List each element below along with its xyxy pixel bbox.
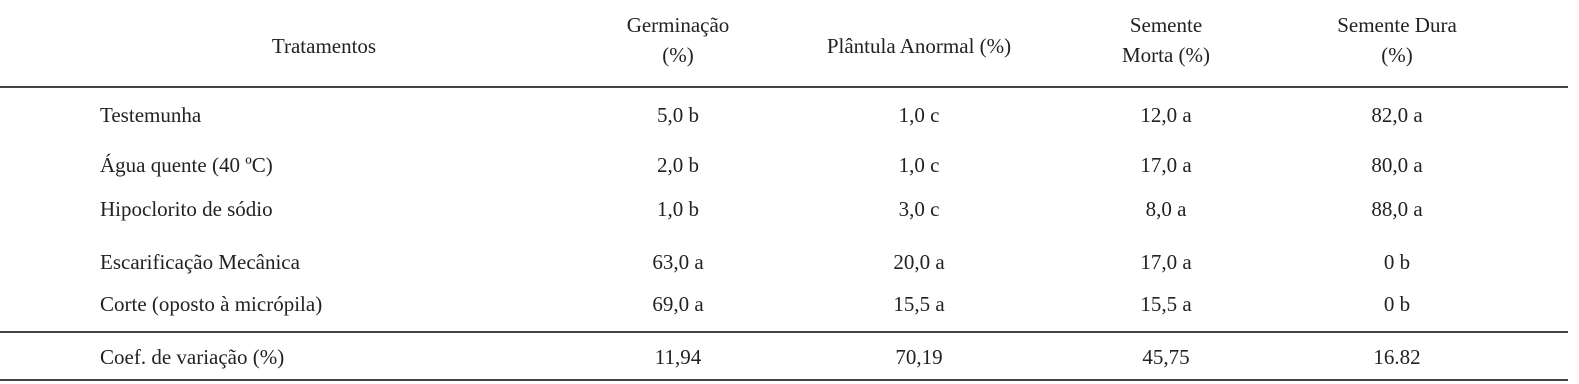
row-abnormal: 1,0 c (898, 153, 940, 177)
header-hard-seed-line1: Semente Dura (1337, 13, 1457, 37)
table-top-rule (0, 86, 1568, 88)
footer-cv-dead: 45,75 (1142, 345, 1190, 369)
row-treatment: Testemunha (100, 103, 202, 127)
row-dead: 12,0 a (1140, 103, 1192, 127)
row-hard: 88,0 a (1371, 197, 1423, 221)
row-treatment: Escarificação Mecânica (100, 250, 300, 274)
row-germination: 69,0 a (652, 292, 704, 316)
footer-cv-germination: 11,94 (654, 345, 702, 369)
row-treatment: Água quente (40 ºC) (100, 153, 273, 177)
row-dead: 17,0 a (1140, 250, 1192, 274)
row-abnormal: 1,0 c (898, 103, 940, 127)
row-dead: 15,5 a (1140, 292, 1192, 316)
header-dead-seed-line2: Morta (%) (1121, 43, 1211, 67)
row-hard: 82,0 a (1371, 103, 1423, 127)
footer-cv-label: Coef. de variação (%) (100, 345, 285, 369)
row-abnormal: 20,0 a (893, 250, 945, 274)
row-abnormal: 3,0 c (898, 197, 940, 221)
footer-cv-abnormal: 70,19 (895, 345, 943, 369)
row-treatment: Corte (oposto à micrópila) (100, 292, 323, 316)
row-germination: 2,0 b (657, 153, 699, 177)
header-germination-line1: Germinação (626, 13, 730, 37)
row-hard: 0 b (1383, 292, 1411, 316)
row-dead: 8,0 a (1145, 197, 1187, 221)
row-germination: 1,0 b (657, 197, 699, 221)
row-abnormal: 15,5 a (893, 292, 945, 316)
row-germination: 63,0 a (652, 250, 704, 274)
row-treatment: Hipoclorito de sódio (100, 197, 273, 221)
header-germination-line2: (%) (662, 43, 694, 67)
row-dead: 17,0 a (1140, 153, 1192, 177)
row-hard: 80,0 a (1371, 153, 1423, 177)
header-hard-seed-line2: (%) (1381, 43, 1413, 67)
row-germination: 5,0 b (657, 103, 699, 127)
table-bottom-rule (0, 379, 1568, 381)
row-hard: 0 b (1383, 250, 1411, 274)
header-treatments: Tratamentos (271, 34, 377, 58)
header-abnormal-seedling: Plântula Anormal (%) (826, 34, 1012, 58)
table-footer-rule (0, 331, 1568, 333)
header-dead-seed-line1: Semente (1129, 13, 1203, 37)
footer-cv-hard: 16.82 (1373, 345, 1421, 369)
